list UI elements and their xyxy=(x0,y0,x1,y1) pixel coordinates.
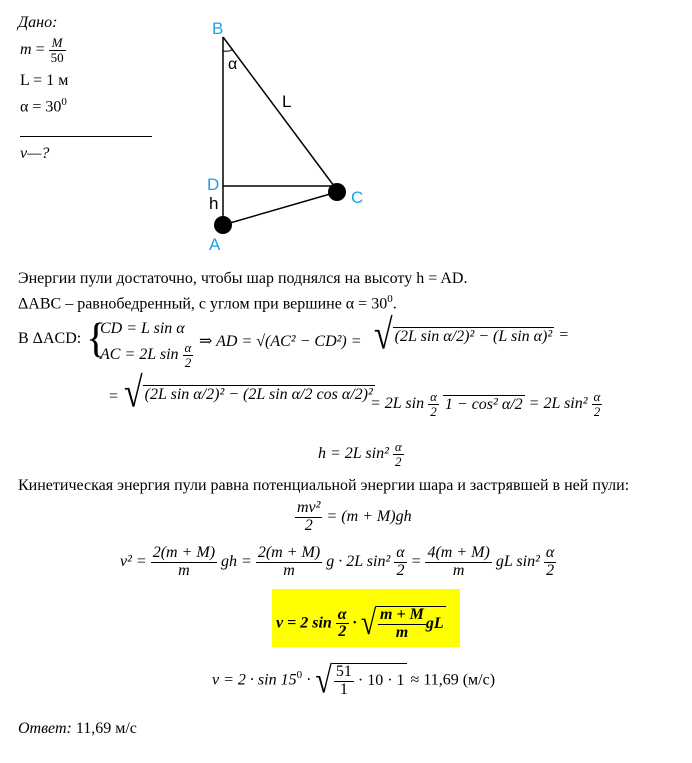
pendulum-diagram xyxy=(195,15,385,260)
given-mass-num: M xyxy=(49,36,66,51)
given-angle xyxy=(20,96,67,116)
ball-A xyxy=(214,216,232,234)
final-sqrt-num: m + M xyxy=(380,606,424,623)
system-cd: CD = L sin α xyxy=(100,320,185,337)
row2-rest2: = 2L sin² xyxy=(528,394,588,412)
numeric-exp: 0 xyxy=(296,669,303,682)
energy-rhs: = (m + M)gh xyxy=(326,507,412,525)
row2-half-1: $\frac{\alpha}{2}$ xyxy=(430,389,437,419)
given-find: v—? xyxy=(20,145,50,162)
final-sqrt-den: m xyxy=(395,623,409,641)
text-line-2-main: ΔABC – равнобедренный, с углом при вершине α = 30 xyxy=(18,295,388,313)
label-L: L xyxy=(282,92,292,111)
system-ac xyxy=(100,341,193,369)
final-bold: v = 2 sin xyxy=(276,614,332,632)
h-equation-text: h = 2L sin² xyxy=(318,444,389,462)
text-line-2 xyxy=(18,293,397,313)
given-mass-den: 50 xyxy=(50,49,64,65)
sqrt-symbol: √ xyxy=(374,312,393,359)
line-BC xyxy=(223,37,337,190)
final-sqrt-symbol: √ xyxy=(360,603,377,643)
given-divider xyxy=(20,136,152,137)
ad-sqrt: √ (2L sin α/2)² − (L sin α)² = xyxy=(374,312,569,359)
energy-equation xyxy=(295,500,412,535)
label-h: h xyxy=(209,194,219,213)
label-C: C xyxy=(351,188,364,207)
row2-sqrt-body: (2L sin α/2)² − (2L sin α/2 cos α/2)² xyxy=(144,385,373,403)
energy-fraction xyxy=(295,500,322,535)
half-den: 2 xyxy=(184,354,192,370)
acd-prefix: В ΔACD: xyxy=(18,330,82,347)
ad-equation: ⇒ AD = √(AC² − CD²) = xyxy=(199,333,362,350)
system-brace: { xyxy=(86,316,107,362)
final-half: $\frac{\alpha}{2}$ xyxy=(337,605,347,641)
sqrt-symbol-2: √ xyxy=(124,370,143,417)
row2-sqrt2-body: 1 − cos² α/2 xyxy=(444,395,523,413)
final-gl: gL xyxy=(425,614,444,632)
numeric-equation: $v = 2 \cdot \sin 15^0$ · √ $\frac{51}{1}$ · 10 · 1 ≈ 11,69 (м/с) xyxy=(212,659,496,701)
kinetic-text: Кинетическая энергия пули равна потенциальной энергии шара и застрявшей в ней пули: xyxy=(18,477,630,494)
v2-equation: v² = $\frac{2(m + M)}{m}$ gh = $\frac{2(m + M)}{m}$ g · 2L sin² $\frac{\alpha}{2}$ = $\frac{4(m + M)}{m}$ gL sin² $\frac{\alpha}{2}$ xyxy=(120,544,555,579)
v2-frac-3: $\frac{4(m + M)}{m}$ xyxy=(427,544,490,579)
final-sqrt-body xyxy=(376,606,446,642)
v2-half-2: $\frac{\alpha}{2}$ xyxy=(545,544,555,579)
numeric-lhs: v = 2 · sin 15 xyxy=(212,671,297,689)
numeric-rest: · 10 · 1 xyxy=(357,671,405,689)
numeric-sqrt-symbol: √ xyxy=(315,659,332,701)
given-angle-exp: 0 xyxy=(61,96,67,108)
v2-frac-1-den: m xyxy=(178,561,190,579)
half-num: α xyxy=(184,340,192,355)
system-ac-half xyxy=(183,341,194,369)
text-line-2-end: . xyxy=(392,295,397,313)
text-line-1: Энергии пули достаточно, чтобы шар поднялся на высоту h = AD. xyxy=(18,270,468,287)
numeric-result: ≈ 11,69 (м/с) xyxy=(410,671,496,689)
label-B: B xyxy=(212,19,224,38)
h-half: $\frac{\alpha}{2}$ xyxy=(394,439,402,469)
row2-eq: = xyxy=(108,388,119,405)
numeric-num: 51 xyxy=(335,663,352,680)
energy-num: mv² xyxy=(297,499,321,516)
energy-den: 2 xyxy=(304,516,313,534)
given-angle-text: α = 30 xyxy=(20,98,62,116)
label-A: A xyxy=(209,235,221,254)
ad-sqrt-body: (2L sin α/2)² − (L sin α)² xyxy=(394,327,553,345)
answer-value: 11,69 м/с xyxy=(75,720,137,737)
h-equation xyxy=(318,440,404,468)
row2-rest xyxy=(370,390,602,418)
numeric-den: 1 xyxy=(339,680,348,698)
text-line-2-exp: 0 xyxy=(387,293,393,305)
v2-half-1: $\frac{\alpha}{2}$ xyxy=(396,544,405,579)
answer-label: Ответ: xyxy=(18,720,72,737)
given-m-symbol: m xyxy=(20,40,32,58)
answer-line xyxy=(18,720,137,738)
v2-frac-3-num: 4(m + M) xyxy=(427,544,490,561)
given-heading: Дано: xyxy=(18,14,58,31)
label-D: D xyxy=(207,175,220,194)
given-mass-fraction xyxy=(49,36,66,64)
system-ac-text: AC = 2L sin xyxy=(100,345,179,363)
v2-lhs: v² = xyxy=(120,552,147,570)
ball-C xyxy=(328,183,346,201)
label-alpha: α xyxy=(228,56,238,73)
numeric-sqrt-body xyxy=(332,663,407,699)
v2-frac-2: $\frac{2(m + M)}{m}$ xyxy=(257,544,321,579)
row2-sqrt xyxy=(124,370,375,417)
given-mass: m = $\frac{M}{50}$ xyxy=(20,35,64,65)
v2-frac-1-num: 2(m + M) xyxy=(152,544,216,561)
final-formula: v = 2 sin $\frac{\alpha}{2}$ · √ $\frac{m + M}{m}$ gL xyxy=(272,589,460,647)
row2-rest1: = 2L sin xyxy=(370,394,425,412)
given-length: L = 1 м xyxy=(20,72,69,89)
line-AC xyxy=(223,192,337,225)
v2-frac-1 xyxy=(151,545,217,580)
row2-half-2: $\frac{\alpha}{2}$ xyxy=(593,389,601,419)
